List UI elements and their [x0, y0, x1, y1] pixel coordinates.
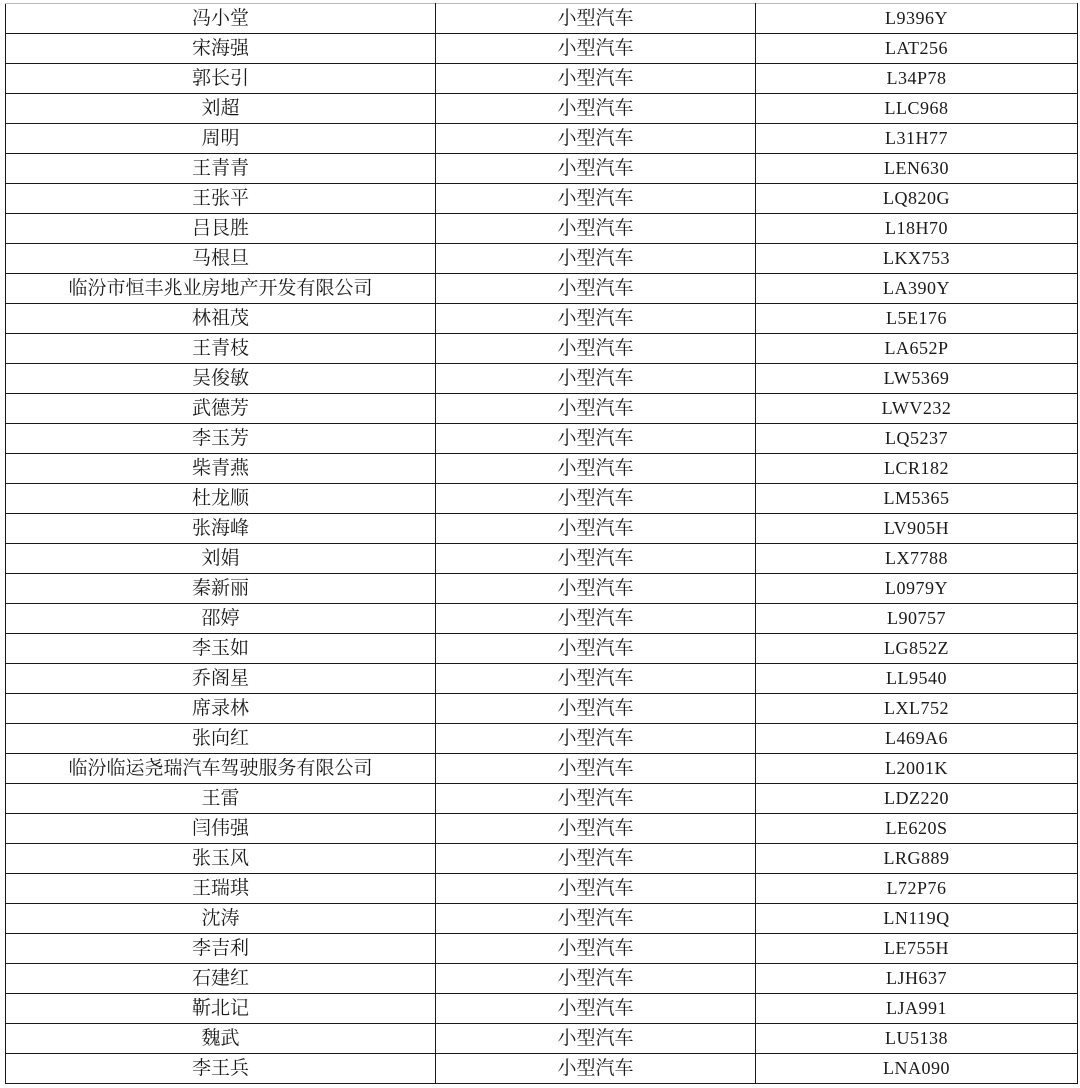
table-row [6, 514, 1078, 544]
plate-number-cell: L5E176 [756, 304, 1078, 334]
table-row [6, 4, 1078, 34]
owner-cell: 沈涛 [6, 904, 436, 934]
plate-number-cell: LE755H [756, 934, 1078, 964]
plate-number-cell: LWV232 [756, 394, 1078, 424]
owner-cell: 石建红 [6, 964, 436, 994]
vehicle-table-body [6, 4, 1078, 1084]
vehicle-type-cell: 小型汽车 [436, 694, 756, 724]
table-row [6, 454, 1078, 484]
plate-number-cell: L72P76 [756, 874, 1078, 904]
plate-number-cell: LQ820G [756, 184, 1078, 214]
table-row [6, 424, 1078, 454]
plate-number-cell: L2001K [756, 754, 1078, 784]
owner-cell: 魏武 [6, 1024, 436, 1054]
vehicle-type-cell: 小型汽车 [436, 214, 756, 244]
table-row [6, 904, 1078, 934]
table-row [6, 154, 1078, 184]
plate-number-cell: LM5365 [756, 484, 1078, 514]
vehicle-type-cell: 小型汽车 [436, 364, 756, 394]
vehicle-type-cell: 小型汽车 [436, 304, 756, 334]
vehicle-type-cell: 小型汽车 [436, 184, 756, 214]
plate-number-cell: LA390Y [756, 274, 1078, 304]
plate-number-cell: LLC968 [756, 94, 1078, 124]
plate-number-cell: L31H77 [756, 124, 1078, 154]
vehicle-type-cell: 小型汽车 [436, 424, 756, 454]
vehicle-type-cell: 小型汽车 [436, 874, 756, 904]
vehicle-type-cell: 小型汽车 [436, 724, 756, 754]
owner-cell: 王雷 [6, 784, 436, 814]
owner-cell: 王张平 [6, 184, 436, 214]
table-row [6, 694, 1078, 724]
vehicle-type-cell: 小型汽车 [436, 964, 756, 994]
plate-number-cell: LA652P [756, 334, 1078, 364]
owner-cell: 李玉芳 [6, 424, 436, 454]
plate-number-cell: LX7788 [756, 544, 1078, 574]
owner-cell: 张向红 [6, 724, 436, 754]
table-row [6, 754, 1078, 784]
owner-cell: 乔阁星 [6, 664, 436, 694]
owner-cell: 李吉利 [6, 934, 436, 964]
owner-cell: 李王兵 [6, 1054, 436, 1084]
table-row [6, 784, 1078, 814]
plate-number-cell: LJA991 [756, 994, 1078, 1024]
owner-cell: 秦新丽 [6, 574, 436, 604]
vehicle-type-cell: 小型汽车 [436, 94, 756, 124]
owner-cell: 林祖茂 [6, 304, 436, 334]
owner-cell: 席录林 [6, 694, 436, 724]
plate-number-cell: LRG889 [756, 844, 1078, 874]
vehicle-type-cell: 小型汽车 [436, 1054, 756, 1084]
owner-cell: 郭长引 [6, 64, 436, 94]
owner-cell: 吴俊敏 [6, 364, 436, 394]
table-row [6, 214, 1078, 244]
owner-cell: 李玉如 [6, 634, 436, 664]
vehicle-type-cell: 小型汽车 [436, 1024, 756, 1054]
owner-cell: 刘超 [6, 94, 436, 124]
table-row [6, 574, 1078, 604]
plate-number-cell: LNA090 [756, 1054, 1078, 1084]
owner-cell: 临汾市恒丰兆业房地产开发有限公司 [6, 274, 436, 304]
vehicle-type-cell: 小型汽车 [436, 664, 756, 694]
owner-cell: 宋海强 [6, 34, 436, 64]
vehicle-type-cell: 小型汽车 [436, 544, 756, 574]
table-row [6, 394, 1078, 424]
table-row [6, 994, 1078, 1024]
plate-number-cell: LN119Q [756, 904, 1078, 934]
table-row [6, 934, 1078, 964]
plate-number-cell: LQ5237 [756, 424, 1078, 454]
owner-cell: 杜龙顺 [6, 484, 436, 514]
owner-cell: 刘娟 [6, 544, 436, 574]
plate-number-cell: L0979Y [756, 574, 1078, 604]
owner-cell: 柴青燕 [6, 454, 436, 484]
owner-cell: 王青青 [6, 154, 436, 184]
vehicle-type-cell: 小型汽车 [436, 4, 756, 34]
table-row [6, 484, 1078, 514]
vehicle-type-cell: 小型汽车 [436, 934, 756, 964]
owner-cell: 邵婷 [6, 604, 436, 634]
owner-cell: 武德芳 [6, 394, 436, 424]
table-row [6, 544, 1078, 574]
vehicle-type-cell: 小型汽车 [436, 844, 756, 874]
table-row [6, 244, 1078, 274]
table-row [6, 364, 1078, 394]
table-row [6, 64, 1078, 94]
plate-number-cell: LXL752 [756, 694, 1078, 724]
vehicle-type-cell: 小型汽车 [436, 904, 756, 934]
vehicle-type-cell: 小型汽车 [436, 34, 756, 64]
table-row [6, 1054, 1078, 1084]
table-row [6, 274, 1078, 304]
owner-cell: 张玉风 [6, 844, 436, 874]
owner-cell: 张海峰 [6, 514, 436, 544]
table-row [6, 1024, 1078, 1054]
owner-cell: 王青枝 [6, 334, 436, 364]
table-row [6, 814, 1078, 844]
vehicle-type-cell: 小型汽车 [436, 784, 756, 814]
plate-number-cell: LKX753 [756, 244, 1078, 274]
vehicle-type-cell: 小型汽车 [436, 454, 756, 484]
table-row [6, 844, 1078, 874]
vehicle-type-cell: 小型汽车 [436, 64, 756, 94]
plate-number-cell: L34P78 [756, 64, 1078, 94]
plate-number-cell: L90757 [756, 604, 1078, 634]
vehicle-type-cell: 小型汽车 [436, 484, 756, 514]
table-row [6, 334, 1078, 364]
vehicle-type-cell: 小型汽车 [436, 244, 756, 274]
owner-cell: 靳北记 [6, 994, 436, 1024]
plate-number-cell: LL9540 [756, 664, 1078, 694]
vehicle-type-cell: 小型汽车 [436, 394, 756, 424]
plate-number-cell: LW5369 [756, 364, 1078, 394]
table-row [6, 664, 1078, 694]
owner-cell: 临汾临运尧瑞汽车驾驶服务有限公司 [6, 754, 436, 784]
plate-number-cell: LCR182 [756, 454, 1078, 484]
table-row [6, 124, 1078, 154]
vehicle-type-cell: 小型汽车 [436, 274, 756, 304]
plate-number-cell: LAT256 [756, 34, 1078, 64]
vehicle-type-cell: 小型汽车 [436, 154, 756, 184]
table-row [6, 604, 1078, 634]
table-row [6, 634, 1078, 664]
plate-number-cell: L18H70 [756, 214, 1078, 244]
owner-cell: 马根旦 [6, 244, 436, 274]
plate-number-cell: LDZ220 [756, 784, 1078, 814]
table-row [6, 184, 1078, 214]
plate-number-cell: LE620S [756, 814, 1078, 844]
vehicle-type-cell: 小型汽车 [436, 124, 756, 154]
owner-cell: 闫伟强 [6, 814, 436, 844]
vehicle-registration-table [5, 3, 1078, 1084]
table-row [6, 964, 1078, 994]
vehicle-type-cell: 小型汽车 [436, 634, 756, 664]
table-row [6, 34, 1078, 64]
table-row [6, 724, 1078, 754]
table-row [6, 94, 1078, 124]
table-row [6, 874, 1078, 904]
plate-number-cell: LG852Z [756, 634, 1078, 664]
vehicle-type-cell: 小型汽车 [436, 514, 756, 544]
vehicle-type-cell: 小型汽车 [436, 754, 756, 784]
vehicle-type-cell: 小型汽车 [436, 574, 756, 604]
vehicle-type-cell: 小型汽车 [436, 994, 756, 1024]
owner-cell: 吕艮胜 [6, 214, 436, 244]
plate-number-cell: LEN630 [756, 154, 1078, 184]
table-row [6, 304, 1078, 334]
vehicle-type-cell: 小型汽车 [436, 334, 756, 364]
plate-number-cell: L469A6 [756, 724, 1078, 754]
owner-cell: 王瑞琪 [6, 874, 436, 904]
owner-cell: 周明 [6, 124, 436, 154]
owner-cell: 冯小堂 [6, 4, 436, 34]
plate-number-cell: L9396Y [756, 4, 1078, 34]
plate-number-cell: LJH637 [756, 964, 1078, 994]
plate-number-cell: LU5138 [756, 1024, 1078, 1054]
vehicle-type-cell: 小型汽车 [436, 814, 756, 844]
plate-number-cell: LV905H [756, 514, 1078, 544]
vehicle-type-cell: 小型汽车 [436, 604, 756, 634]
